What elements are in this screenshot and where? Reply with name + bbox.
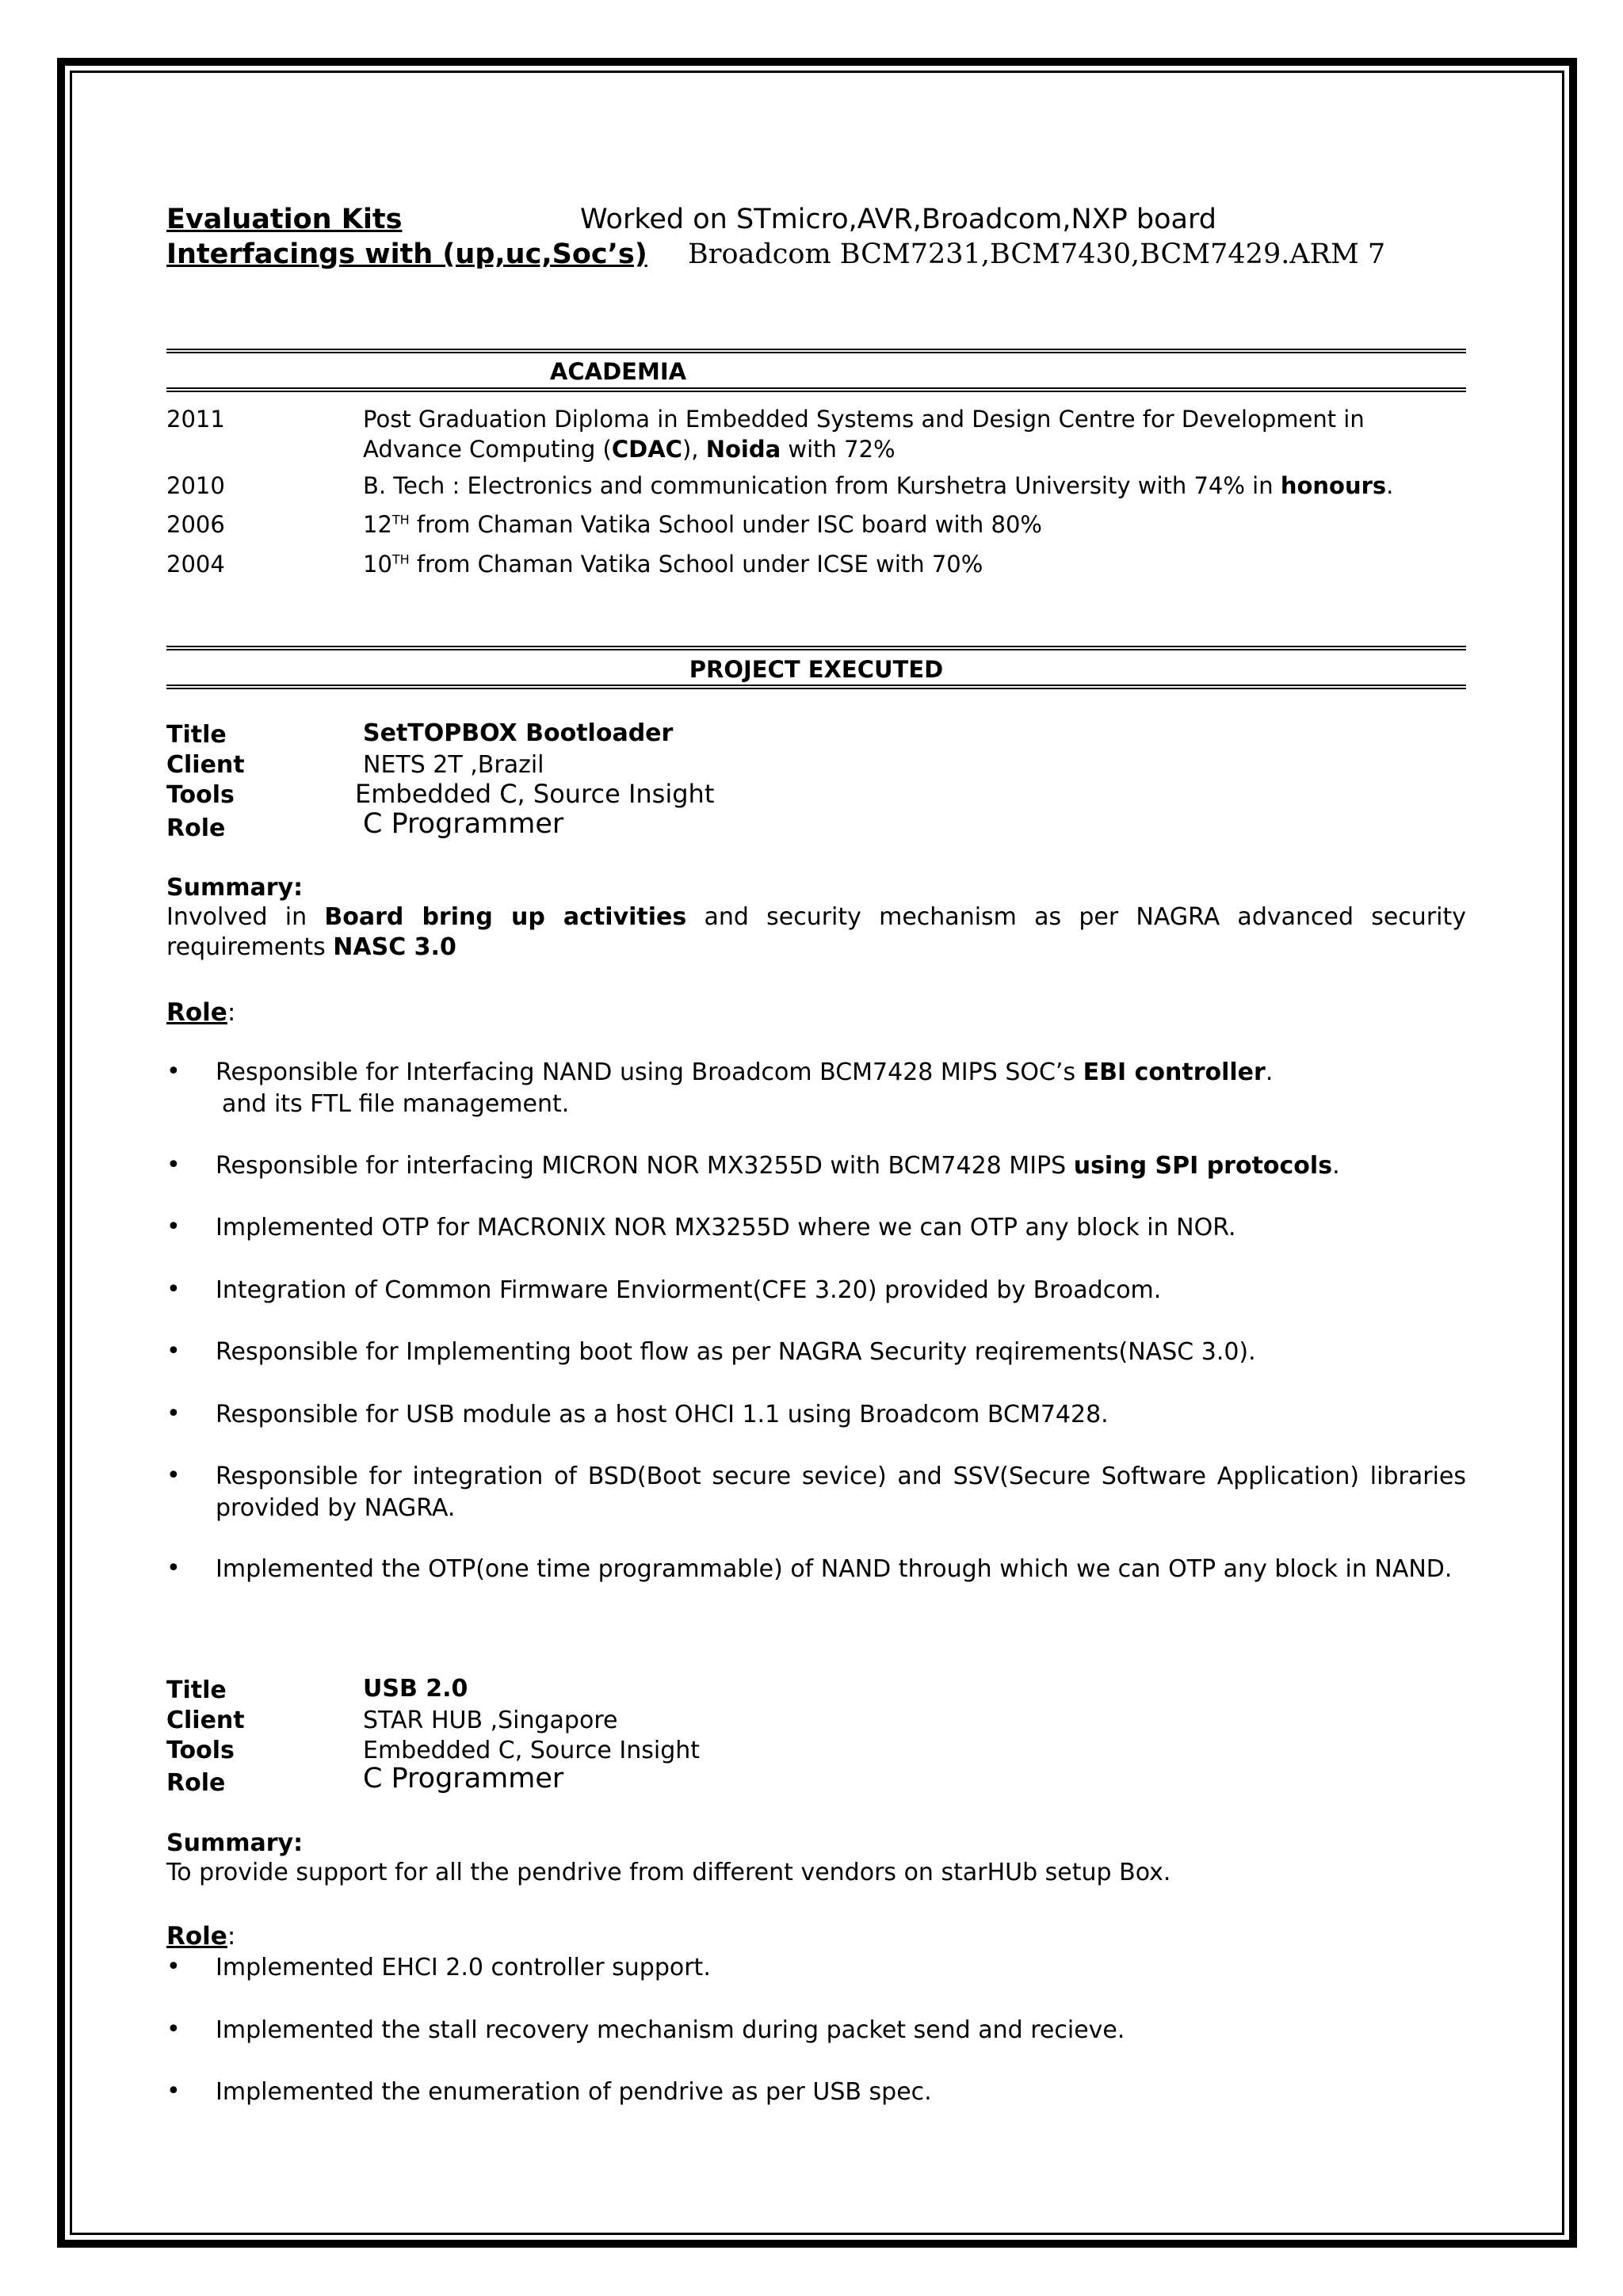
project2-bullet: Implemented the stall recovery mechanism during packet send and recieve.	[216, 2016, 1125, 2044]
project1-bullet: Implemented the OTP(one time programmable) of NAND through which we can OTP any block in NAND.	[216, 1555, 1453, 1583]
academia-text: Post Graduation Diploma in Embedded Systems and Design Centre for Development in Advance Computing (	[363, 406, 1365, 463]
bullet-text-part: .	[1265, 1058, 1274, 1086]
academia-bold: CDAC	[611, 436, 682, 463]
academia-sup: TH	[391, 512, 410, 528]
bullet-text-bold: using SPI protocols	[1073, 1152, 1333, 1180]
academia-text: 12	[363, 511, 392, 538]
project1-summary-text	[166, 902, 1466, 963]
academia-entry	[363, 471, 1466, 501]
project1-tools-label: Tools	[166, 781, 235, 809]
project2-role-value: C Programmer	[363, 1763, 564, 1794]
bullet-dot: •	[166, 2016, 181, 2043]
bullet-text-bold: EBI controller	[1083, 1058, 1266, 1086]
bullet-text-part: Responsible for interfacing MICRON NOR MX3255D with BCM7428 MIPS	[216, 1152, 1074, 1180]
bullet-dot: •	[166, 1276, 181, 1303]
evaluation-kits-value: Worked on STmicro,AVR,Broadcom,NXP board	[580, 204, 1216, 235]
project2-bullet: Implemented the enumeration of pendrive as per USB spec.	[216, 2078, 932, 2106]
project1-bullet: Implemented OTP for MACRONIX NOR MX3255D where we can OTP any block in NOR.	[216, 1214, 1236, 1241]
academia-rule-bottom	[166, 387, 1466, 392]
academia-entry	[363, 404, 1466, 464]
bullet-dot: •	[166, 1058, 181, 1085]
project2-summary-label: Summary:	[166, 1829, 304, 1857]
academia-text: 10	[363, 551, 392, 578]
project2-title-label: Title	[166, 1676, 227, 1704]
role-heading-colon: :	[227, 1922, 236, 1951]
evaluation-kits-label: Evaluation Kits	[166, 204, 403, 235]
role-heading-text: Role	[166, 1922, 227, 1951]
academia-text: from Chaman Vatika School under ISC board with 80%	[409, 511, 1042, 538]
academia-year: 2011	[166, 406, 225, 433]
academia-rule-top	[166, 349, 1466, 353]
bullet-text-part: and its FTL file management.	[222, 1090, 570, 1118]
summary-part: and security mechanism as per NAGRA advanced security requirements	[166, 903, 1467, 961]
project1-client-label: Client	[166, 751, 245, 779]
academia-text: B. Tech : Electronics and communication from Kurshetra University with 74% in	[363, 472, 1281, 499]
bullet-dot: •	[166, 1337, 181, 1365]
summary-bold: Board bring up activities	[324, 903, 687, 931]
project2-title-value: USB 2.0	[363, 1675, 468, 1703]
academia-title: ACADEMIA	[549, 358, 687, 385]
academia-text: with 72%	[781, 436, 896, 463]
project1-client-value: NETS 2T ,Brazil	[363, 751, 544, 779]
academia-year: 2004	[166, 551, 225, 578]
project1-bullet	[216, 1057, 1466, 1120]
academia-bold: Noida	[705, 436, 781, 463]
bullet-dot: •	[166, 1151, 181, 1179]
project2-client-label: Client	[166, 1707, 245, 1734]
bullet-dot: •	[166, 1462, 181, 1489]
academia-year: 2006	[166, 511, 225, 538]
project1-title-label: Title	[166, 721, 227, 749]
bullet-dot: •	[166, 1953, 181, 1981]
academia-bold: honours	[1280, 472, 1387, 499]
academia-entry	[363, 549, 1466, 579]
bullet-text-part: Responsible for Interfacing NAND using Broadcom BCM7428 MIPS SOC’s	[216, 1058, 1083, 1086]
project1-bullet: Responsible for integration of BSD(Boot secure sevice) and SSV(Secure Software Application) libraries provided by NAGRA.	[216, 1463, 1466, 1522]
project2-tools-label: Tools	[166, 1737, 235, 1764]
project1-bullet: Integration of Common Firmware Enviorment(CFE 3.20) provided by Broadcom.	[216, 1276, 1162, 1304]
project1-role-label: Role	[166, 814, 226, 842]
academia-year: 2010	[166, 472, 225, 499]
bullet-dot: •	[166, 1213, 181, 1241]
project2-role-heading	[166, 1921, 235, 1951]
academia-sup: TH	[391, 551, 410, 567]
project1-role-heading	[166, 997, 235, 1028]
project1-bullet	[216, 1150, 1466, 1182]
project2-role-label: Role	[166, 1769, 226, 1797]
bullet-text-part: .	[1332, 1152, 1340, 1180]
project2-bullet: Implemented EHCI 2.0 controller support.	[216, 1954, 711, 1981]
summary-part: Involved in	[166, 903, 325, 931]
academia-text: ),	[682, 436, 706, 463]
academia-entry	[363, 509, 1466, 540]
project1-bullet: Responsible for Implementing boot flow as per NAGRA Security reqirements(NASC 3.0).	[216, 1338, 1256, 1366]
project1-tools-value: Embedded C, Source Insight	[355, 779, 715, 809]
project1-role-value: C Programmer	[363, 808, 564, 840]
project1-bullet: Responsible for USB module as a host OHCI 1.1 using Broadcom BCM7428.	[216, 1401, 1109, 1428]
bullet-dot: •	[166, 1554, 181, 1582]
projects-rule-bottom	[166, 685, 1466, 689]
role-heading-colon: :	[227, 998, 236, 1027]
project2-tools-value: Embedded C, Source Insight	[363, 1737, 701, 1764]
projects-rule-top	[166, 646, 1466, 650]
project2-summary-text: To provide support for all the pendrive from different vendors on starHUb setup Box.	[166, 1859, 1171, 1886]
bullet-dot: •	[166, 2077, 181, 2105]
role-heading-text: Role	[166, 998, 227, 1027]
academia-text: .	[1386, 472, 1394, 499]
academia-text: from Chaman Vatika School under ICSE with 70%	[409, 551, 983, 578]
bullet-dot: •	[166, 1400, 181, 1428]
project1-title-value: SetTOPBOX Bootloader	[363, 719, 674, 747]
project1-summary-label: Summary:	[166, 874, 304, 902]
projects-title: PROJECT EXECUTED	[689, 656, 944, 683]
summary-bold: NASC 3.0	[333, 933, 456, 961]
project2-client-value: STAR HUB ,Singapore	[363, 1707, 618, 1734]
interfacings-label: Interfacings with (up,uc,Soc’s)	[166, 238, 647, 270]
interfacings-value: Broadcom BCM7231,BCM7430,BCM7429.ARM 7	[688, 238, 1386, 270]
